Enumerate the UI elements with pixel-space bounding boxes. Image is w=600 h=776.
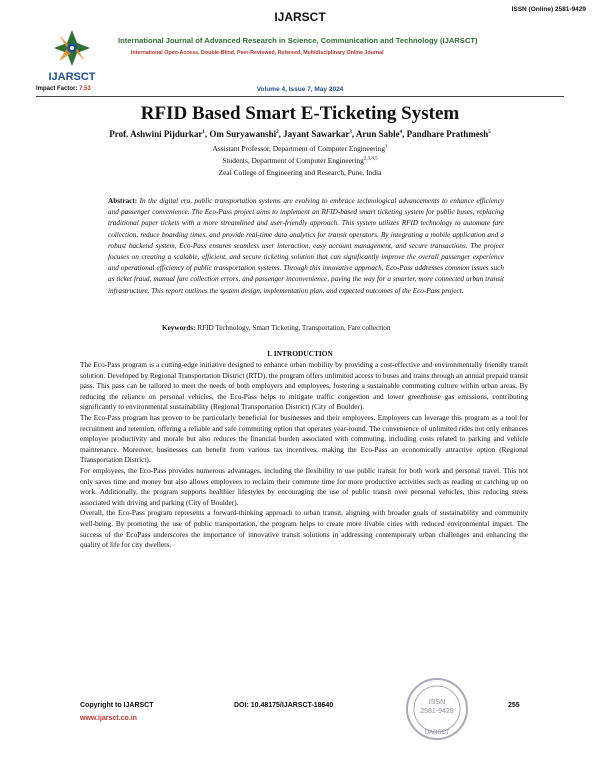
paragraph: The Eco-Pass program has proven to be particularly beneficial for businesses and their employees. Employers can leverage this program as a tool for recruitment and retention, offering a reliable and safe commuting option that operates year-round. The convenience of unlimited rides not only enhances employee productivity and morale but also reduces the financial burden associated with commuting, including costs related to parking and vehicle maintenance. Moreover, businesses can benefit from various tax incentives, making the Eco-Pass an economically attractive option (Regional Transportation District).	[80, 412, 528, 465]
author-name: Om Suryawanshi	[209, 129, 277, 139]
journal-subtitle: International Open-Access, Double-Blind, Peer-Reviewed, Refereed, Multidisciplinary Online Journal	[131, 50, 384, 56]
issn-stamp	[404, 676, 470, 742]
section-heading: I. INTRODUCTION	[267, 349, 333, 358]
paragraph: Overall, the Eco-Pass program represents a forward-thinking approach to urban transit, aligning with broader goals of sustainability and community well-being. By promoting the use of public transportation, the program helps to create more livable cities with reduced environmental impact. The success of the EcoPass underscores the importance of innovative transit solutions in addressing contemporary urban challenges and enhancing the quality of life for city dwellers.	[80, 508, 528, 550]
logo-text: IJARSCT	[48, 71, 96, 83]
affiliation-text: Zeal College of Engineering and Research, Pune, India	[218, 168, 382, 177]
affiliation-line	[0, 144, 600, 153]
issn-label: ISSN (Online) 2581-9429	[511, 6, 586, 13]
author-list: Prof. Ashwini Pijdurkar$^1$, Om Suryawanshi$^2$, Jayant Sawarkar$^3$, Arun Sable$^4$, Pandhare Prathmesh$^5$	[109, 129, 491, 139]
author-sup: 1	[202, 130, 205, 135]
body-text	[80, 360, 528, 551]
journal-name: IJARSCT	[274, 10, 326, 24]
author-name: Prof. Ashwini Pijdurkar	[109, 129, 203, 139]
author-name: Pandhare Prathmesh	[406, 129, 489, 139]
impact-value: 7.53	[79, 86, 91, 92]
logo-icon	[40, 26, 104, 84]
author-sup: 3	[349, 130, 352, 135]
stamp-text: 2581-9429	[420, 708, 454, 715]
page-number: 255	[508, 702, 520, 709]
affiliation-text: Students, Department of Computer Engineering	[222, 156, 364, 165]
stamp-text: ISSN	[428, 699, 446, 706]
paper-title: RFID Based Smart E-Ticketing System	[140, 103, 460, 124]
doi-label: DOI: 10.48175/IJARSCT-18640	[234, 702, 334, 709]
author-name: Arun Sable	[355, 129, 400, 139]
author-sup: 4	[399, 130, 403, 135]
impact-label: Impact Factor:	[36, 86, 80, 92]
abstract	[108, 196, 504, 297]
header-divider	[36, 96, 564, 97]
stamp-icon	[404, 676, 470, 742]
paragraph: For employees, the Eco-Pass provides numerous advantages, including the flexibility to use public transit for both work and personal travel. This not only saves time and money but also allows employees to reclaim their commute time for more productive activities such as reading or catching up on work. Additionally, the program supports healthier lifestyles by encouraging the use of public transit over personal vehicles, thus reducing stress associated with driving and parking (City of Boulder).	[80, 465, 528, 507]
stamp-text: IJARSCT	[424, 730, 450, 736]
affiliation-sup: 1	[385, 144, 388, 150]
paragraph: The Eco-Pass program is a cutting-edge initiative designed to enhance urban mobility by providing a cost-effective and environmentally friendly transit solution. Developed by Regional Transportation District (RTD), the program offers unlimited access to buses and trains through an annual prepaid transit pass. This pass can be tailored to meet the needs of both employers and employees, fostering a sustainable commuting culture within urban areas. By reducing the reliance on personal vehicles, the Eco-Pass helps to mitigate traffic congestion and lower greenhouse gas emissions, contributing significantly to environmental sustainability (Regional Transportation District) (City of Boulder).	[80, 360, 528, 412]
affiliation-line	[0, 168, 600, 177]
abstract-text: In the digital era, public transportation systems are evolving to embrace technological advancements to enhance efficiency and passenger convenience. The Eco-Pass project aims to implement an RFID-based smart ticketing system for public buses, replacing traditional paper tickets with a more streamlined and user-friendly approach. This system utilizes RFID technology to automate fare collection, reduce boarding times, and provide real-time data analytics for transit operators. By integrating a mobile application and a robust backend system, Eco-Pass ensures seamless user interaction, easy account management, and secure transactions. The project focuses on creating a scalable, efficient, and secure ticketing solution that can significantly improve the overall passenger experience and operational efficiency of public transportation systems. Through this innovative approach, Eco-Pass addresses common issues such as ticket fraud, manual fare collection errors, and passenger inconvenience, paving the way for a smarter, more connected urban transit infrastructure. This report outlines the system design, implementation plan, and expected outcomes of the Eco-Pass project.	[108, 197, 505, 295]
affiliation-sup: 2,3,4,5	[363, 156, 378, 162]
copyright: Copyright to IJARSCT	[80, 702, 154, 709]
author-name: Jayant Sawarkar	[283, 129, 350, 139]
author-sup: 5	[488, 130, 491, 135]
website-link[interactable]: www.ijarsct.co.in	[80, 715, 137, 722]
volume-info: Volume 4, Issue 7, May 2024	[256, 86, 344, 93]
keywords-text: RFID Technology, Smart Ticketing, Transportation, Fare collection	[197, 324, 391, 332]
abstract-label: Abstract:	[108, 197, 138, 205]
affiliation-line	[0, 156, 600, 165]
author-sup: 2	[276, 130, 279, 135]
affiliation-text: Assistant Professor, Department of Computer Engineering	[212, 144, 386, 153]
keywords-label: Keywords:	[162, 324, 196, 332]
journal-logo	[40, 26, 104, 84]
journal-full-title: International Journal of Advanced Research in Science, Communication and Technology (IJARSCT)	[118, 36, 478, 45]
keywords	[162, 324, 391, 332]
